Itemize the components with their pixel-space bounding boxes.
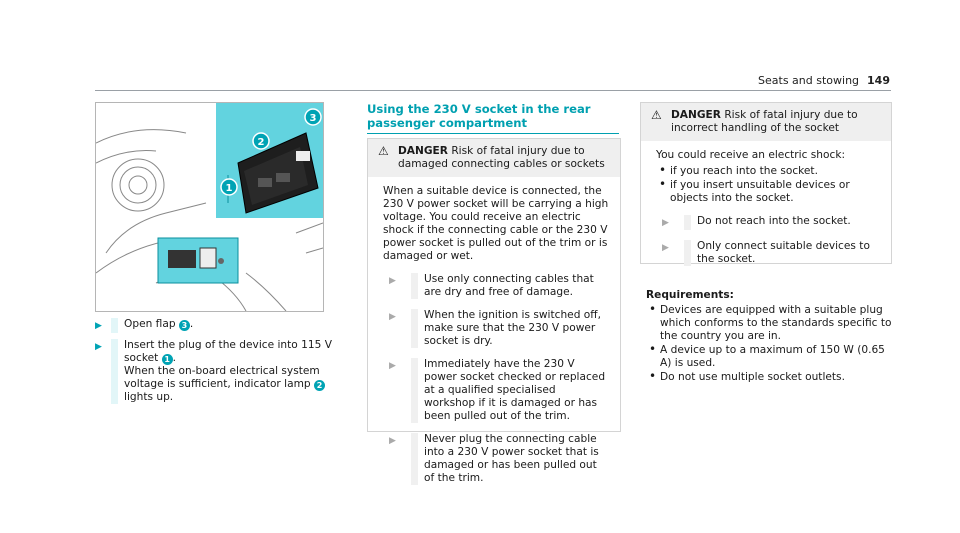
step-insert-plug: ▶ Insert the plug of the device into 115 V socket 1 . When the on-board electrical system voltage is sufficient, indicator lamp 2 lights up. [95, 339, 335, 404]
svg-text:3: 3 [309, 113, 317, 124]
list-item: ▶ Immediately have the 230 V power socket checked or replaced at a qualified specialised workshop if it is damaged or has been pulled out of the trim. [383, 358, 610, 423]
step-arrow-icon: ▶ [662, 218, 669, 228]
svg-text:1: 1 [225, 183, 233, 194]
callout-layer [96, 103, 323, 311]
list-item: • Devices are equipped with a suitable plug which conforms to the standards specific to the country you are in. [646, 304, 896, 343]
step-arrow-icon: ▶ [95, 342, 102, 352]
socket-illustration [95, 102, 324, 312]
requirements-list [646, 304, 896, 384]
danger-header: ⚠ DANGER Risk of fatal injury due to incorrect handling of the socket [641, 103, 891, 141]
list-item: • if you reach into the socket. [656, 165, 881, 178]
step-arrow-icon: ▶ [95, 321, 102, 331]
header-rule [95, 90, 891, 91]
requirements [646, 289, 896, 394]
warning-triangle-icon: ⚠ [378, 144, 389, 158]
list-item: • A device up to a maximum of 150 W (0.65 A) is used. [646, 344, 896, 370]
step-arrow-icon: ▶ [389, 361, 396, 371]
callout-3 [305, 109, 321, 125]
danger-bullets [656, 165, 881, 205]
requirements-title: Requirements: [646, 289, 734, 301]
list-item: ▶ Only connect suitable devices to the socket. [656, 240, 881, 266]
list-item: ▶ Do not reach into the socket. [656, 215, 881, 230]
list-item: ▶ Use only connecting cables that are dry and free of damage. [383, 273, 610, 299]
callout-ref: 3 [179, 320, 190, 331]
list-item: ▶ Never plug the connecting cable into a 230 V power socket that is damaged or has been pulled out of the trim. [383, 433, 610, 485]
svg-text:2: 2 [257, 137, 265, 148]
running-header [758, 74, 890, 87]
danger-intro: You could receive an electric shock: [656, 149, 846, 161]
step-arrow-icon: ▶ [389, 312, 396, 322]
left-steps [95, 318, 335, 410]
page-number: 149 [867, 74, 890, 87]
warning-triangle-icon: ⚠ [651, 108, 662, 122]
danger-box-cables [367, 138, 621, 484]
step-arrow-icon: ▶ [662, 243, 669, 253]
danger-box-socket [640, 102, 892, 264]
danger-description: When a suitable device is connected, the 230 V power socket will be carrying a high voltage. You could receive an electric shock if the connecting cable or the 230 V power socket is pulled out of the trim or is damaged or wet. [383, 185, 609, 262]
step-arrow-icon: ▶ [389, 276, 396, 286]
section-heading: Using the 230 V socket in the rear passenger compartment [367, 102, 591, 130]
list-item: • Do not use multiple socket outlets. [646, 371, 896, 384]
callout-ref: 1 [162, 354, 173, 365]
heading-rule [367, 133, 619, 134]
step-open-flap: ▶ Open flap 3 . [95, 318, 335, 333]
section-title: Seats and stowing [758, 74, 860, 87]
list-item: ▶ When the ignition is switched off, make sure that the 230 V power socket is dry. [383, 309, 610, 348]
danger-header: ⚠ DANGER Risk of fatal injury due to damaged connecting cables or sockets [368, 139, 620, 177]
callout-ref: 2 [314, 380, 325, 391]
step-arrow-icon: ▶ [389, 436, 396, 446]
callout-1 [221, 179, 237, 195]
list-item: • if you insert unsuitable devices or objects into the socket. [656, 179, 881, 205]
callout-2 [253, 133, 269, 149]
